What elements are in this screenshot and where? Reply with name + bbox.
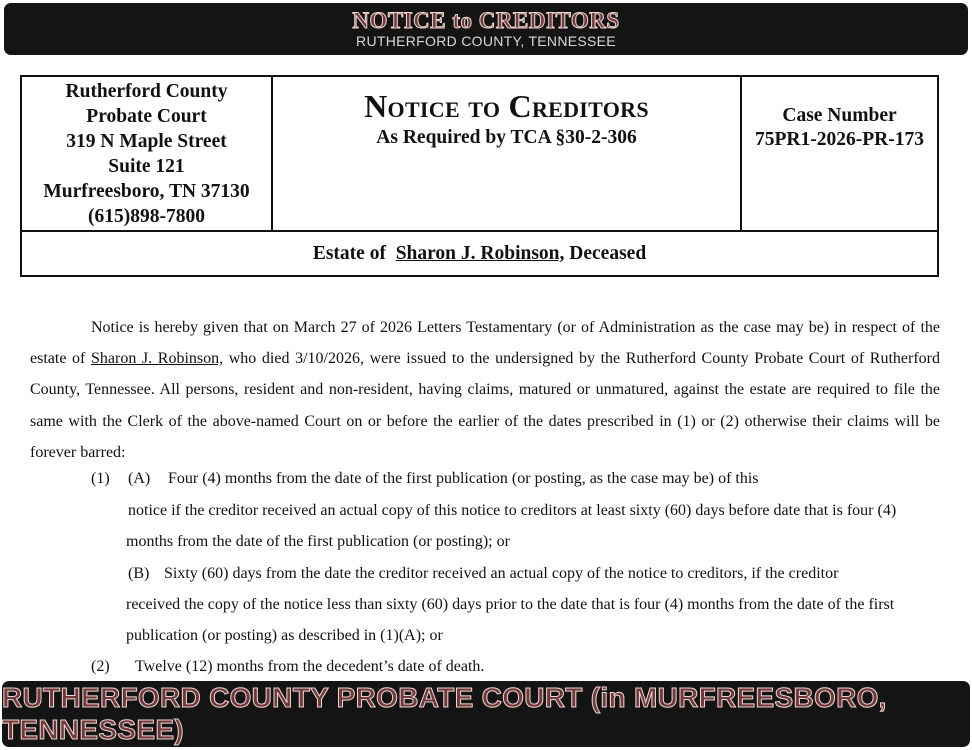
item-1b-line-2: received the copy of the notice less than sixty (60) days prior to the date that is four (4) months from the date of the first (126, 596, 895, 613)
notice-body-paragraph (30, 312, 940, 468)
case-number-label: Case Number (782, 105, 897, 126)
item-2-number: (2) (91, 658, 110, 675)
item-1a-line-2: notice if the creditor received an actual copy of this notice to creditors at least sixty (60) days before date that is four (4) (128, 502, 897, 519)
item-1-number: (1) (91, 470, 110, 487)
item-2-text: Twelve (12) months from the decedent’s date of death. (135, 658, 485, 675)
top-banner (4, 3, 968, 55)
notice-statute: As Required by TCA §30-2-306 (376, 127, 637, 148)
estate-decedent-name: Sharon J. Robinson, (395, 242, 565, 264)
court-street-line: 319 N Maple Street (66, 130, 227, 152)
notice-title: Notice to Creditors (364, 88, 649, 124)
court-address-block (22, 77, 273, 230)
item-1a-label: (A) (128, 470, 151, 487)
bottom-banner (2, 681, 970, 747)
estate-suffix: Deceased (569, 242, 647, 264)
court-suite-line: Suite 121 (108, 155, 185, 177)
item-1b-label: (B) (128, 565, 150, 582)
body-decedent-name: Sharon J. Robinson, (90, 350, 224, 368)
estate-prefix: Estate of (312, 242, 386, 264)
item-1a-line-3: months from the date of the first publication (or posting); or (126, 533, 510, 550)
item-1b-line-1: Sixty (60) days from the date the creditor received an actual copy of the notice to creditors, if the creditor (164, 565, 839, 582)
banner-subtitle: RUTHERFORD COUNTY, TENNESSEE (356, 33, 616, 49)
notice-header-table (20, 75, 939, 277)
case-number-block (740, 77, 937, 230)
footer-caption: RUTHERFORD COUNTY PROBATE COURT (in MURFREESBORO, TENNESSEE) (2, 682, 887, 745)
court-type-line: Probate Court (86, 105, 207, 127)
estate-row (22, 230, 937, 275)
item-1b-line-3: publication (or posting) as described in (1)(A); or (126, 627, 443, 644)
item-1a-line-1: Four (4) months from the date of the first publication (or posting, as the case may be) of this (168, 470, 759, 487)
case-number-value: 75PR1-2026-PR-173 (755, 129, 924, 150)
banner-title: NOTICE to CREDITORS (352, 8, 620, 33)
body-text-part1: Notice is hereby given that on March 27 of 2026 Letters Testamentary (or of Administration as the case may be) in respect of the estate of (30, 319, 940, 368)
notice-title-block (273, 77, 740, 230)
court-name-line: Rutherford County (65, 80, 228, 102)
court-city-line: Murfreesboro, TN 37130 (43, 180, 250, 202)
court-phone-line: (615)898-7800 (88, 205, 205, 227)
body-text-part2: who died 3/10/2026, were issued to the undersigned by the Rutherford County Probate Court of Rutherford County, Tennessee. All persons, resident and non-resident, having claims, matured or unmatured, against the estate are required to file the same with the Clerk of the above-named Court on or before the earlier of the dates prescribed in (1) or (2) otherwise their claims will be forever barred: (30, 350, 940, 461)
